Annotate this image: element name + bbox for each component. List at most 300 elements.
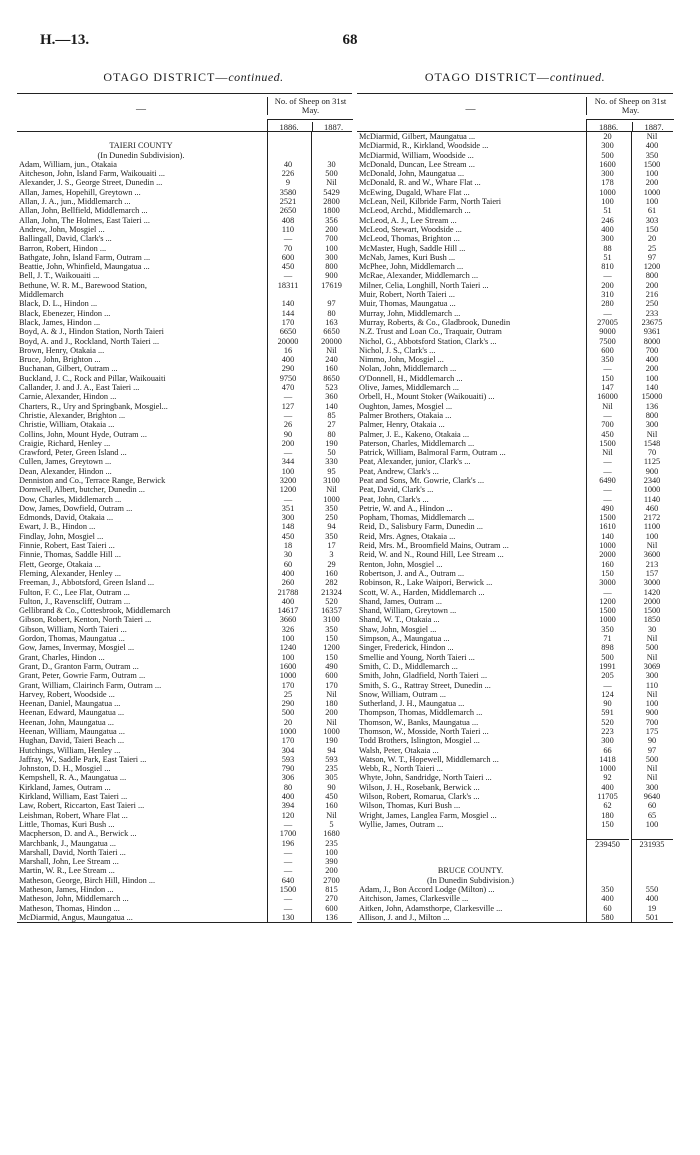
sheep-1886: 400 bbox=[281, 596, 295, 606]
sheep-1887: 500 bbox=[645, 754, 659, 764]
sheep-1887: 1200 bbox=[643, 262, 661, 272]
sheep-1887: Nil bbox=[326, 717, 337, 727]
column-header bbox=[17, 93, 352, 132]
sheep-1886: 1991 bbox=[599, 661, 616, 671]
sheep-1887: 1500 bbox=[643, 606, 661, 616]
owner-name: Law, Robert, Riccarton, East Taieri ... bbox=[19, 801, 145, 811]
table-row bbox=[357, 550, 673, 559]
owner-name: Grant, Charles, Hindon ... bbox=[19, 652, 105, 662]
sheep-1887: 1000 bbox=[643, 485, 661, 495]
sheep-1886: — bbox=[283, 894, 293, 904]
owner-name: Cullen, James, Greytown ... bbox=[19, 457, 112, 467]
sheep-1887: 350 bbox=[325, 531, 338, 541]
table-row bbox=[357, 690, 673, 699]
sheep-1886: 9000 bbox=[599, 327, 616, 337]
table-row bbox=[357, 392, 673, 401]
table-row bbox=[17, 904, 352, 913]
table-row bbox=[17, 513, 352, 522]
table-row bbox=[17, 522, 352, 531]
table-row bbox=[17, 606, 352, 615]
owner-name: Bathgate, John, Island Farm, Outram ... bbox=[19, 252, 151, 262]
table-row bbox=[17, 318, 352, 327]
owner-name: Christie, Alexander, Brighton ... bbox=[19, 410, 126, 420]
sheep-1886: 148 bbox=[281, 522, 295, 532]
county-heading: TAIERI COUNTY bbox=[109, 141, 173, 151]
sheep-1887: 163 bbox=[325, 317, 338, 327]
table-row bbox=[357, 755, 673, 764]
owner-name: Hughan, David, Taieri Beach ... bbox=[19, 736, 125, 746]
owner-name: Shaw, John, Mosgiel ... bbox=[359, 624, 437, 634]
table-row bbox=[357, 169, 673, 178]
sheep-1887: 250 bbox=[325, 513, 338, 523]
owner-name: Bruce, John, Brighton ... bbox=[19, 355, 101, 365]
table-row bbox=[357, 299, 673, 308]
sheep-1886: Nil bbox=[602, 448, 613, 458]
owner-name: Nimmo, John, Mosgiel ... bbox=[359, 355, 444, 365]
sheep-1886: 1500 bbox=[599, 606, 616, 616]
owner-name: McLeod, Thomas, Brighton ... bbox=[359, 234, 460, 244]
owner-name: Collins, John, Mount Hyde, Outram ... bbox=[19, 429, 147, 439]
sheep-1887: 390 bbox=[325, 857, 338, 867]
sheep-1886: — bbox=[603, 494, 612, 504]
sheep-1886: 700 bbox=[601, 420, 614, 430]
sheep-1886: 600 bbox=[281, 252, 295, 262]
year-header-1887: 1887. bbox=[312, 122, 354, 132]
table-row bbox=[357, 504, 673, 513]
owner-name: Thompson, Thomas, Middlemarch ... bbox=[359, 708, 483, 718]
sheep-1887: 500 bbox=[325, 169, 338, 179]
table-row bbox=[357, 439, 673, 448]
table-row bbox=[17, 327, 352, 336]
sheep-1886: 400 bbox=[281, 355, 295, 365]
owner-name: Marchbank, J., Maungatua ... bbox=[19, 838, 117, 848]
owner-name: McDiarmid, Angus, Maungatua ... bbox=[19, 912, 133, 922]
table-row bbox=[357, 634, 673, 643]
table-row bbox=[17, 532, 352, 541]
owner-name: Crawford, Peter, Green Island ... bbox=[19, 448, 127, 458]
owner-name: Harvey, Robert, Woodside ... bbox=[19, 689, 115, 699]
sheep-1887: 300 bbox=[645, 671, 659, 681]
table-row bbox=[357, 244, 673, 253]
table-row bbox=[357, 681, 673, 690]
owner-name: Aitchison, James, Clarkesville ... bbox=[359, 894, 469, 904]
sheep-1886: — bbox=[283, 819, 293, 829]
sheep-1887: 100 bbox=[645, 819, 659, 829]
sheep-1887: 175 bbox=[645, 727, 659, 736]
table-row bbox=[357, 699, 673, 708]
table-row bbox=[17, 615, 352, 624]
table-row bbox=[357, 495, 673, 504]
table-row bbox=[17, 160, 352, 169]
sheep-1886: 1200 bbox=[599, 596, 616, 606]
sheep-1887: 360 bbox=[325, 392, 338, 402]
sheep-1886: 21788 bbox=[277, 587, 299, 597]
owner-name: McEwing, Dugald, Whare Flat ... bbox=[359, 187, 470, 197]
sheep-1887: 490 bbox=[325, 661, 338, 671]
sheep-1886: 14617 bbox=[277, 606, 299, 616]
table-row bbox=[357, 309, 673, 318]
table-row bbox=[17, 820, 352, 829]
table-row bbox=[17, 495, 352, 504]
sheep-1887: 400 bbox=[645, 141, 659, 151]
owner-name: McPhee, John, Middlemarch ... bbox=[359, 262, 464, 272]
sheep-1886: — bbox=[283, 857, 293, 867]
table-row bbox=[17, 244, 352, 253]
sheep-1887: 8000 bbox=[643, 336, 661, 346]
owner-name: Black, D. L., Hindon ... bbox=[19, 299, 98, 309]
owner-name: Peat, David, Clark's ... bbox=[359, 485, 434, 495]
sheep-1887: 3 bbox=[329, 550, 334, 560]
sheep-1886: 1000 bbox=[279, 671, 297, 681]
sheep-count-header: No. of Sheep on 31st May. bbox=[586, 97, 674, 115]
owner-name: Ballingall, David, Clark's ... bbox=[19, 234, 112, 244]
table-row bbox=[357, 625, 673, 634]
sheep-1887: 900 bbox=[645, 708, 659, 718]
table-row bbox=[17, 299, 352, 308]
owner-name: Matheson, John, Middlemarch ... bbox=[19, 894, 129, 904]
owner-name: Heenan, Daniel, Maungatua ... bbox=[19, 699, 121, 709]
sheep-1887: 2172 bbox=[643, 513, 661, 523]
sheep-1886: — bbox=[603, 308, 612, 318]
owner-name: Charters, R., Ury and Springbank, Mosgiel... bbox=[19, 401, 168, 411]
year-header-1887: 1887. bbox=[632, 122, 675, 132]
district-name: OTAGO DISTRICT— bbox=[424, 70, 550, 84]
sheep-1887: 157 bbox=[645, 568, 659, 578]
sheep-1886: 300 bbox=[601, 141, 614, 151]
owner-name: Bell, J. T., Waikouaiti ... bbox=[19, 271, 100, 281]
sheep-1886: 160 bbox=[601, 559, 614, 569]
sheep-1886: 90 bbox=[283, 429, 293, 439]
owner-name: O'Donnell, H., Middlemarch ... bbox=[359, 373, 463, 383]
owner-name: Peat, Andrew, Clark's ... bbox=[359, 466, 439, 476]
owner-name: Peat, John, Clark's ... bbox=[359, 494, 429, 504]
owner-name: Orbell, H., Mount Stoker (Waikouaiti) ... bbox=[359, 392, 495, 402]
owner-name: McDonald, R. and W., Whare Flat ... bbox=[359, 178, 481, 188]
district-heading-right bbox=[357, 70, 673, 85]
owner-name: Gordon, Thomas, Maungatua ... bbox=[19, 634, 125, 644]
sheep-1886: 810 bbox=[601, 262, 614, 272]
sheep-1886: 130 bbox=[281, 912, 295, 922]
sheep-1887: 136 bbox=[325, 912, 338, 922]
sheep-1887: Nil bbox=[646, 689, 658, 699]
sheep-1887: 350 bbox=[325, 624, 338, 634]
table-row bbox=[357, 216, 673, 225]
sheep-1887: 160 bbox=[325, 801, 338, 811]
sheep-1886: 196 bbox=[281, 838, 295, 848]
sheep-1886: — bbox=[603, 466, 612, 476]
sheep-1887: Nil bbox=[646, 132, 658, 141]
sheep-1886: 580 bbox=[601, 912, 614, 922]
sheep-1887: 110 bbox=[645, 680, 659, 690]
county-heading: BRUCE COUNTY. bbox=[437, 866, 504, 876]
table-row bbox=[17, 857, 352, 866]
table-row bbox=[17, 281, 352, 290]
table-row bbox=[17, 839, 352, 848]
sheep-1887: 8650 bbox=[323, 373, 340, 383]
owner-name: McNab, James, Kuri Bush ... bbox=[359, 252, 456, 262]
table-row bbox=[357, 364, 673, 373]
sheep-1886: 500 bbox=[281, 708, 295, 718]
sheep-1887: 140 bbox=[325, 401, 338, 411]
owner-name: Murray, Roberts, & Co., Gladbrook, Dunedin bbox=[359, 317, 511, 327]
sheep-1886: 60 bbox=[603, 903, 612, 913]
table-row bbox=[357, 801, 673, 810]
sheep-1887: 100 bbox=[645, 169, 659, 179]
table-row bbox=[17, 829, 352, 838]
owner-name: Gibson, Robert, Kenton, North Taieri ... bbox=[19, 615, 152, 625]
sheep-1886: 490 bbox=[601, 503, 614, 513]
sheep-1887: 5 bbox=[329, 819, 334, 829]
sheep-1887: 100 bbox=[645, 197, 659, 207]
table-row bbox=[357, 337, 673, 346]
sheep-1886: — bbox=[283, 410, 293, 420]
sheep-1887: 94 bbox=[327, 522, 336, 532]
sheep-1886: 147 bbox=[601, 383, 614, 393]
sheep-1886: 127 bbox=[281, 401, 295, 411]
sheep-1887: 97 bbox=[647, 745, 657, 755]
sheep-1886: 90 bbox=[603, 699, 612, 709]
sheep-1887: 19 bbox=[647, 903, 657, 913]
table-row bbox=[17, 550, 352, 559]
district-cont: continued. bbox=[228, 70, 284, 84]
sheep-1887: 700 bbox=[325, 234, 338, 244]
sheep-1887: 282 bbox=[325, 578, 338, 588]
owner-name: Patrick, William, Balmoral Farm, Outram ... bbox=[359, 448, 506, 458]
column-header bbox=[357, 93, 673, 132]
sheep-1886: 280 bbox=[601, 299, 614, 309]
sheep-1886: 290 bbox=[281, 699, 295, 709]
sheep-1887: 550 bbox=[645, 885, 659, 895]
sheep-1886: 26 bbox=[283, 420, 293, 430]
sheep-1886: 500 bbox=[601, 652, 614, 662]
table-row bbox=[357, 597, 673, 606]
sheep-1886: 400 bbox=[601, 782, 614, 792]
sheep-1887: 20 bbox=[647, 234, 657, 244]
sheep-1887: 17619 bbox=[321, 280, 342, 290]
table-row bbox=[357, 578, 673, 587]
owner-name: Smith, C. D., Middlemarch ... bbox=[359, 661, 458, 671]
owner-name: McDonald, John, Maungatua ... bbox=[359, 169, 465, 179]
table-row bbox=[17, 727, 352, 736]
sheep-1886: 400 bbox=[281, 792, 295, 802]
table-row bbox=[17, 690, 352, 699]
sheep-1886: 144 bbox=[281, 308, 295, 318]
sheep-1887: Nil bbox=[326, 810, 337, 820]
sheep-1886: 500 bbox=[601, 150, 614, 160]
owner-name: Reid, W. and N., Round Hill, Lee Stream ... bbox=[359, 550, 504, 560]
sheep-1886: — bbox=[283, 392, 293, 402]
table-row bbox=[17, 411, 352, 420]
table-row bbox=[357, 615, 673, 624]
table-row bbox=[357, 569, 673, 578]
owner-name: Aitken, John, Adamsthorpe, Clarkesville ... bbox=[359, 903, 503, 913]
sheep-1886: 300 bbox=[601, 736, 614, 746]
table-row bbox=[357, 346, 673, 355]
sheep-1887: 30 bbox=[647, 624, 657, 634]
owner-name: Nichol, J. S., Clark's ... bbox=[359, 345, 436, 355]
sheep-1887: 21324 bbox=[321, 587, 342, 597]
table-row bbox=[17, 578, 352, 587]
owner-name: Whyte, John, Sandridge, North Taieri ... bbox=[359, 773, 492, 783]
owner-name: Robinson, R., Lake Waipori, Berwick ... bbox=[359, 578, 493, 588]
table-row bbox=[357, 430, 673, 439]
owner-name: Heenan, Edward, Maungatua ... bbox=[19, 708, 125, 718]
owner-name: Macpherson, D. and A., Berwick ... bbox=[19, 829, 137, 839]
table-row bbox=[357, 904, 673, 913]
sheep-1886: 344 bbox=[281, 457, 295, 467]
table-row bbox=[17, 262, 352, 271]
sheep-1886: 1500 bbox=[279, 885, 297, 895]
sheep-1886: 350 bbox=[601, 355, 614, 365]
sheep-1887: 593 bbox=[325, 754, 338, 764]
owner-name: Reid, Mrs. M., Broomfield Mains, Outram ... bbox=[359, 541, 509, 551]
owner-name: Simpson, A., Maungatua ... bbox=[359, 634, 450, 644]
table-row bbox=[357, 662, 673, 671]
owner-name: Murray, John, Middlemarch ... bbox=[359, 308, 461, 318]
table-row bbox=[357, 773, 673, 782]
owner-name: Palmer, Henry, Otakaia ... bbox=[359, 420, 445, 430]
sheep-1887: 136 bbox=[645, 401, 659, 411]
table-row bbox=[17, 216, 352, 225]
table-row bbox=[357, 746, 673, 755]
sheep-1887: Nil bbox=[646, 764, 658, 774]
table-row bbox=[357, 271, 673, 280]
sheep-1886: 170 bbox=[281, 736, 295, 746]
sheep-1887: 200 bbox=[325, 866, 338, 876]
sheep-1886: 120 bbox=[281, 810, 295, 820]
owner-name: Martin, W. R., Lee Stream ... bbox=[19, 866, 115, 876]
table-row bbox=[17, 801, 352, 810]
owner-name: Popham, Thomas, Middlemarch ... bbox=[359, 513, 475, 523]
sheep-1886: 1418 bbox=[599, 754, 616, 764]
table-row bbox=[357, 894, 673, 903]
table-row bbox=[17, 894, 352, 903]
owner-name: Buchanan, Gilbert, Outram ... bbox=[19, 364, 118, 374]
sheep-1886: 1600 bbox=[599, 159, 616, 169]
sheep-1887: 600 bbox=[325, 671, 338, 681]
sheep-1887: 350 bbox=[645, 150, 659, 160]
sheep-1887: 50 bbox=[327, 448, 336, 458]
sheep-1886: 1610 bbox=[599, 522, 616, 532]
owner-name: Robertson, J. and A., Outram ... bbox=[359, 568, 465, 578]
sheep-1886: 450 bbox=[281, 531, 295, 541]
county-heading: (In Dunedin Subdivision.) bbox=[427, 875, 514, 885]
sheep-1886: Nil bbox=[602, 401, 613, 411]
page-code: H.—13. bbox=[40, 32, 90, 48]
sheep-1887: 60 bbox=[647, 801, 657, 811]
sheep-1887: 3000 bbox=[643, 578, 661, 588]
table-row bbox=[17, 485, 352, 494]
sheep-1886: 1000 bbox=[599, 615, 616, 625]
table-row bbox=[17, 681, 352, 690]
owner-name: Marshall, John, Lee Stream ... bbox=[19, 857, 119, 867]
owner-name: Sutherland, J. H., Maungatua ... bbox=[359, 699, 465, 709]
owner-name: Shand, James, Outram ... bbox=[359, 596, 442, 606]
owner-name: Hutchings, William, Henley ... bbox=[19, 745, 121, 755]
sheep-1887: Nil bbox=[646, 652, 658, 662]
sheep-1887: 90 bbox=[647, 736, 657, 746]
sheep-1887: 3069 bbox=[643, 661, 661, 671]
county-heading: (In Dunedin Subdivision). bbox=[97, 150, 185, 160]
table-row bbox=[17, 643, 352, 652]
sheep-1886: 450 bbox=[601, 429, 614, 439]
owner-name: McLeod, Stewart, Woodside ... bbox=[359, 224, 462, 234]
table-row bbox=[357, 588, 673, 597]
sheep-1887: 100 bbox=[645, 531, 659, 541]
sheep-1887: 94 bbox=[327, 745, 336, 755]
sheep-1886: 310 bbox=[601, 290, 614, 300]
table-row bbox=[357, 820, 673, 829]
owner-name: Oughton, James, Mosgiel ... bbox=[359, 401, 453, 411]
table-row bbox=[17, 560, 352, 569]
table-row bbox=[357, 197, 673, 206]
table-row bbox=[357, 532, 673, 541]
owner-name: Milner, Celia, Longhill, North Taieri ... bbox=[359, 280, 489, 290]
owner-name: Dornwell, Albert, butcher, Dunedin ... bbox=[19, 485, 145, 495]
sheep-1887: Nil bbox=[646, 429, 658, 439]
owner-name: Reid, Mrs. Agnes, Otakaia ... bbox=[359, 531, 456, 541]
sheep-1886: 25 bbox=[283, 689, 293, 699]
table-row bbox=[17, 169, 352, 178]
owner-name: McDonald, Duncan, Lee Stream ... bbox=[359, 159, 475, 169]
owner-name: Snow, William, Outram ... bbox=[359, 689, 447, 699]
owner-name: Heenan, William, Maungatua ... bbox=[19, 727, 125, 736]
owner-name: Wilson, Thomas, Kuri Bush ... bbox=[359, 801, 461, 811]
sheep-1887: 23675 bbox=[641, 317, 663, 327]
table-row bbox=[17, 848, 352, 857]
year-headers bbox=[586, 119, 674, 132]
table-row bbox=[357, 151, 673, 160]
sheep-1886: 80 bbox=[283, 782, 293, 792]
owner-name: Craigie, Richard, Henley ... bbox=[19, 438, 111, 448]
table-row bbox=[357, 708, 673, 717]
owner-name: Findlay, John, Mosgiel ... bbox=[19, 531, 104, 541]
table-row bbox=[357, 606, 673, 615]
table-row bbox=[357, 253, 673, 262]
sheep-1886: 16 bbox=[283, 345, 293, 355]
table-row bbox=[17, 234, 352, 243]
table-row bbox=[17, 188, 352, 197]
table-row bbox=[357, 476, 673, 485]
table-row bbox=[17, 699, 352, 708]
sheep-1886: — bbox=[603, 457, 612, 467]
owner-name: Reid, D., Salisbury Farm, Dunedin ... bbox=[359, 522, 483, 532]
sheep-1886: 180 bbox=[601, 810, 614, 820]
owner-name: Fleming, Alexander, Henley ... bbox=[19, 568, 121, 578]
table-row bbox=[17, 337, 352, 346]
sheep-1886: 1240 bbox=[279, 643, 297, 653]
sheep-1886: — bbox=[283, 903, 293, 913]
sheep-1887: 216 bbox=[645, 290, 659, 300]
table-row bbox=[357, 643, 673, 652]
sheep-1886: 124 bbox=[601, 689, 614, 699]
table-row bbox=[357, 764, 673, 773]
sheep-1887: 1000 bbox=[643, 187, 661, 197]
sheep-1887: 800 bbox=[645, 410, 659, 420]
owner-name: Callander, J. and J. A., East Taieri ... bbox=[19, 383, 140, 393]
sheep-1887: 9361 bbox=[643, 327, 661, 337]
owner-name: Little, Thomas, Kuri Bush ... bbox=[19, 819, 115, 829]
sheep-1886: 2000 bbox=[599, 550, 616, 560]
sheep-1886: — bbox=[603, 485, 612, 495]
sheep-1886: 306 bbox=[281, 773, 295, 783]
sheep-1886: 470 bbox=[281, 383, 295, 393]
owner-name: Brown, Henry, Otakaia ... bbox=[19, 345, 105, 355]
owner-name: Walsh, Peter, Otakaia ... bbox=[359, 745, 439, 755]
sheep-1886: 18311 bbox=[277, 280, 299, 290]
sheep-1886: 790 bbox=[281, 764, 295, 774]
sheep-1887: 9640 bbox=[643, 792, 661, 802]
